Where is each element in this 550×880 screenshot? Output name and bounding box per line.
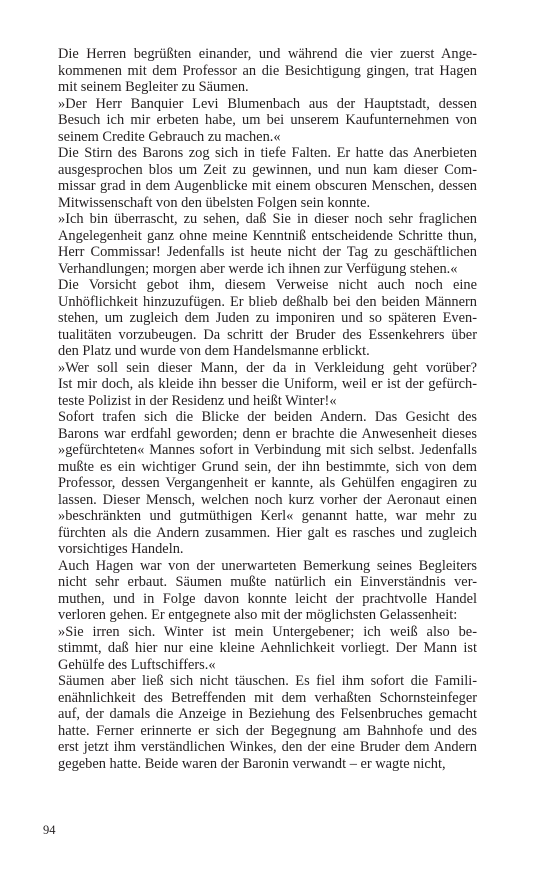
text-line: muthen, und in Folge davon konnte leicht der prachtvolle Handel [58, 590, 477, 607]
text-line: Professor, dessen Vergangenheit er kannte, als Gehülfen engagiren zu [58, 475, 477, 491]
text-line: erst jetzt ihm verständlichen Winkes, den der eine Bruder dem Andern [58, 739, 477, 755]
text-line: vorsichtiges Handeln. [58, 541, 184, 557]
text-line: den Platz und wurde von dem Handelsmanne erblickt. [58, 343, 370, 359]
text-line: mit seinem Begleiter zu Säumen. [58, 79, 249, 95]
paragraph [43, 409, 477, 558]
text-line: »Wer soll sein dieser Mann, der da in Verkleidung geht vorüber? [58, 359, 477, 376]
text-line: mußte es ein wichtiger Grund sein, der ihn bestimmte, sich von dem [58, 458, 477, 475]
text-line: teste Polizist in der Residenz und heißt Winter!« [58, 392, 337, 409]
text-line: »beschränkten und gutmüthigen Kerl« genannt hatte, war mehr zu [58, 508, 477, 524]
text-line: Besuch ich mir erbeten habe, um bei unserem Kaufunternehmen von [58, 112, 477, 128]
page-number: 94 [43, 823, 56, 837]
text-line: missar grad in dem Augenblicke mit einem obscuren Menschen, dessen [58, 178, 477, 194]
text-line: Herr Commissar! Jedenfalls ist heute nicht der Tag zu geschäftlichen [58, 244, 477, 260]
paragraph [43, 558, 477, 624]
text-line: Die Stirn des Barons zog sich in tiefe Falten. Er hatte das Anerbieten [58, 145, 477, 161]
text-line: auf, der damals die Anzeige in Beziehung des Felsenbruches gemacht [58, 706, 477, 722]
text-line: kommenen mit dem Professor an die Besichtigung gingen, trat Hagen [58, 62, 477, 79]
paragraph [43, 46, 477, 96]
paragraph [43, 624, 477, 674]
text-line: Unhöflichkeit hinzuzufügen. Er blieb deßhalb bei den beiden Männern [58, 293, 477, 310]
text-line: »Sie irren sich. Winter ist mein Untergebener; ich weiß also be- [58, 623, 477, 640]
text-line: »Der Herr Banquier Levi Blumenbach aus der Hauptstadt, dessen [58, 95, 477, 112]
text-line: gegeben hatte. Beide waren der Baronin verwandt – er wagte nicht, [58, 755, 446, 772]
text-line: nicht sehr erbaut. Säumen mußte natürlich ein Einverständnis ver- [58, 574, 477, 590]
text-line: Verhandlungen; morgen aber werde ich ihnen zur Verfügung stehen.« [58, 260, 458, 277]
text-line: ausgesprochen blos um Zeit zu gewinnen, und nun kam dieser Com- [58, 161, 477, 178]
text-line: hatte. Ferner erinnerte er sich der Begegnung am Bahnhofe und des [58, 722, 477, 739]
text-line: Mitwissenschaft von den übelsten Folgen sein konnte. [58, 194, 371, 211]
text-line: tualitäten vorzubeugen. Da schritt der Bruder des Essenkehrers über [58, 326, 477, 343]
text-line: Säumen aber ließ sich nicht täuschen. Es fiel ihm sofort die Famili- [58, 673, 477, 689]
text-line: verloren gehen. Er entgegnete also mit der möglichsten Gelassenheit: [58, 607, 458, 623]
text-line: Gehülfe des Luftschiffers.« [58, 656, 216, 673]
text-line: Auch Hagen war von der unerwarteten Bemerkung seines Begleiters [58, 557, 477, 574]
text-line: Die Vorsicht gebot ihm, diesem Verweise nicht auch noch eine [58, 277, 477, 293]
text-line: stimmt, daß hier nur eine kleine Aehnlichkeit vorliegt. Der Mann ist [58, 640, 477, 656]
text-line: Ist mir doch, als kleide ihn besser die Uniform, weil er ist der gefürch- [58, 376, 477, 392]
text-line: Die Herren begrüßten einander, und während die vier zuerst Ange- [58, 46, 477, 62]
text-line: »gefürchteten« Mannes sofort in Verbindung mit sich selbst. Jedenfalls [58, 442, 477, 458]
text-line: lassen. Dieser Mensch, welchen noch kurz vorher der Aeronaut einen [58, 491, 477, 508]
paragraph [43, 277, 477, 360]
paragraph [43, 360, 477, 410]
text-line: seinem Credite Gebrauch zu machen.« [58, 128, 281, 145]
text-line: »Ich bin überrascht, zu sehen, daß Sie in dieser noch sehr fraglichen [58, 211, 477, 227]
text-line: Sofort trafen sich die Blicke der beiden Andern. Das Gesicht des [58, 409, 477, 425]
book-page-text [43, 46, 477, 772]
text-line: enähnlichkeit des Betreffenden mit dem verhaßten Schornsteinfeger [58, 689, 477, 706]
text-line: fürchten als die Andern zusammen. Hier galt es rasches und zugleich [58, 524, 477, 541]
text-line: stehen, um zugleich dem Juden zu imponiren und so späteren Even- [58, 310, 477, 326]
paragraph [43, 96, 477, 146]
text-line: Barons war erdfahl geworden; denn er brachte die Anwesenheit dieses [58, 425, 477, 442]
paragraph [43, 211, 477, 277]
paragraph [43, 145, 477, 211]
paragraph [43, 673, 477, 772]
text-line: Angelegenheit ganz ohne meine Kenntniß entscheidende Schritte thun, [58, 227, 477, 244]
